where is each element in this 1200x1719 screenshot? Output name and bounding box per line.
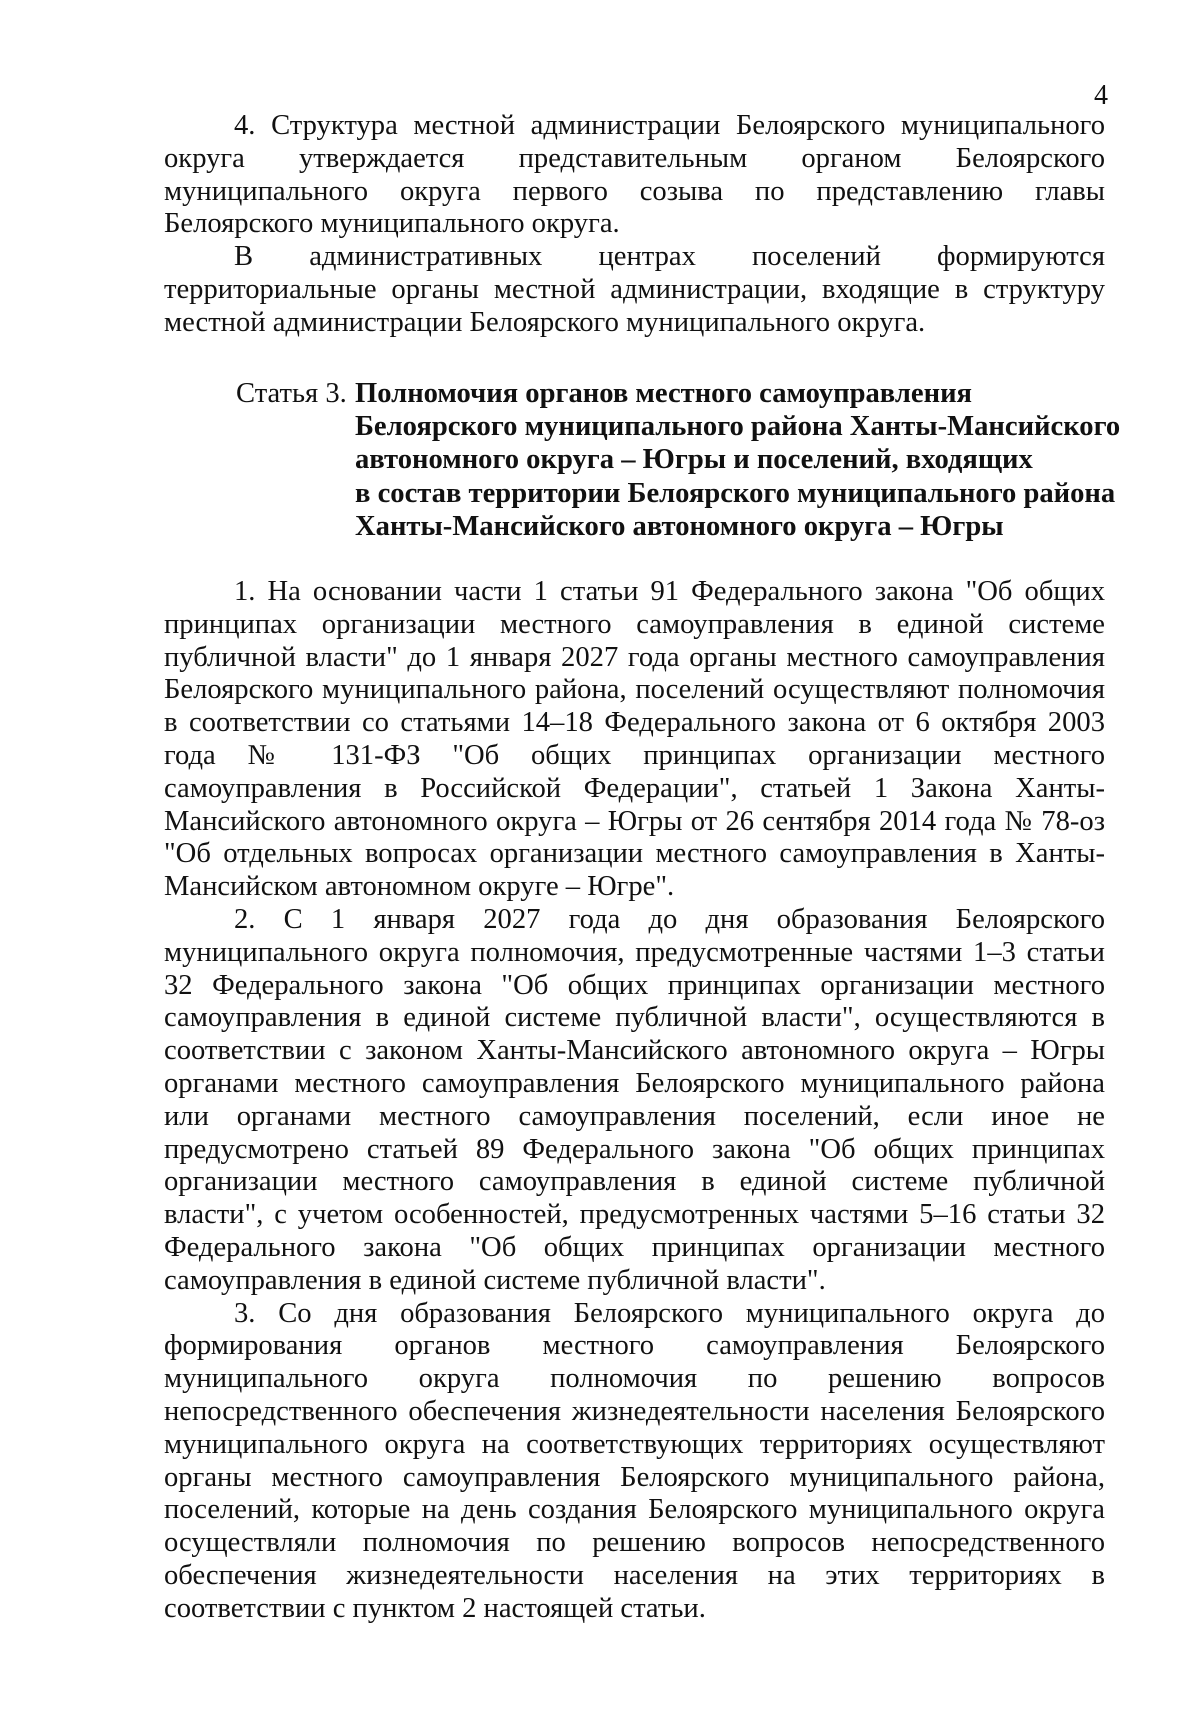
section-4-text xyxy=(164,110,1105,340)
article-body xyxy=(164,576,1105,1626)
paragraph: 1. На основании части 1 статьи 91 Федерального закона "Об общих принципах организации местного самоуправления в единой системе публичной власти" до 1 января 2027 года органы местного самоуправления Белоярского муниципального района, поселений осуществляют полномочия в соответствии со статьями 14–18 Федерального закона от 6 октября 2003 года № 131-ФЗ "Об общих принципах организации местного самоуправления в Российской Федерации", статьей 1 Закона Ханты-Мансийского автономного округа – Югры от 26 сентября 2014 года № 78-оз "Об отдельных вопросах организации местного самоуправления в Ханты-Мансийском автономном округе – Югре". xyxy=(164,576,1105,903)
article-title: Полномочия органов местного самоуправления Белоярского муниципального района Ханты-Мансийского автономного округа – Югры и поселений, входящих в состав территории Белоярского муниципального района Ханты-Мансийского автономного округа – Югры xyxy=(355,378,1121,542)
paragraph: В административных центрах поселений формируются территориальные органы местной администрации, входящие в структуру местной администрации Белоярского муниципального округа. xyxy=(164,241,1105,338)
paragraph: 2. С 1 января 2027 года до дня образования Белоярского муниципального округа полномочия, предусмотренные частями 1–3 статьи 32 Федерального закона "Об общих принципах организации местного самоуправления в единой системе публичной власти", осуществляются в соответствии с законом Ханты-Мансийского автономного округа – Югры органами местного самоуправления Белоярского муниципального района или органами местного самоуправления поселений, если иное не предусмотрено статьей 89 Федерального закона "Об общих принципах организации местного самоуправления в единой системе публичной власти", с учетом особенностей, предусмотренных частями 5–16 статьи 32 Федерального закона "Об общих принципах организации местного самоуправления в единой системе публичной власти". xyxy=(164,903,1105,1296)
paragraph: 4. Структура местной администрации Белоярского муниципального округа утверждается представительным органом Белоярского муниципального округа первого созыва по представлению главы Белоярского муниципального округа. xyxy=(164,110,1105,240)
paragraph: 3. Со дня образования Белоярского муниципального округа до формирования органов местного самоуправления Белоярского муниципального округа полномочия по решению вопросов непосредственного обеспечения жизнедеятельности населения Белоярского муниципального округа на соответствующих территориях осуществляют органы местного самоуправления Белоярского муниципального района, поселений, которые на день создания Белоярского муниципального округа осуществляли полномочия по решению вопросов непосредственного обеспечения жизнедеятельности населения на этих территориях в соответствии с пунктом 2 настоящей статьи. xyxy=(164,1297,1105,1624)
page-number: 4 xyxy=(1094,80,1108,111)
article-label: Статья 3. xyxy=(236,378,347,409)
